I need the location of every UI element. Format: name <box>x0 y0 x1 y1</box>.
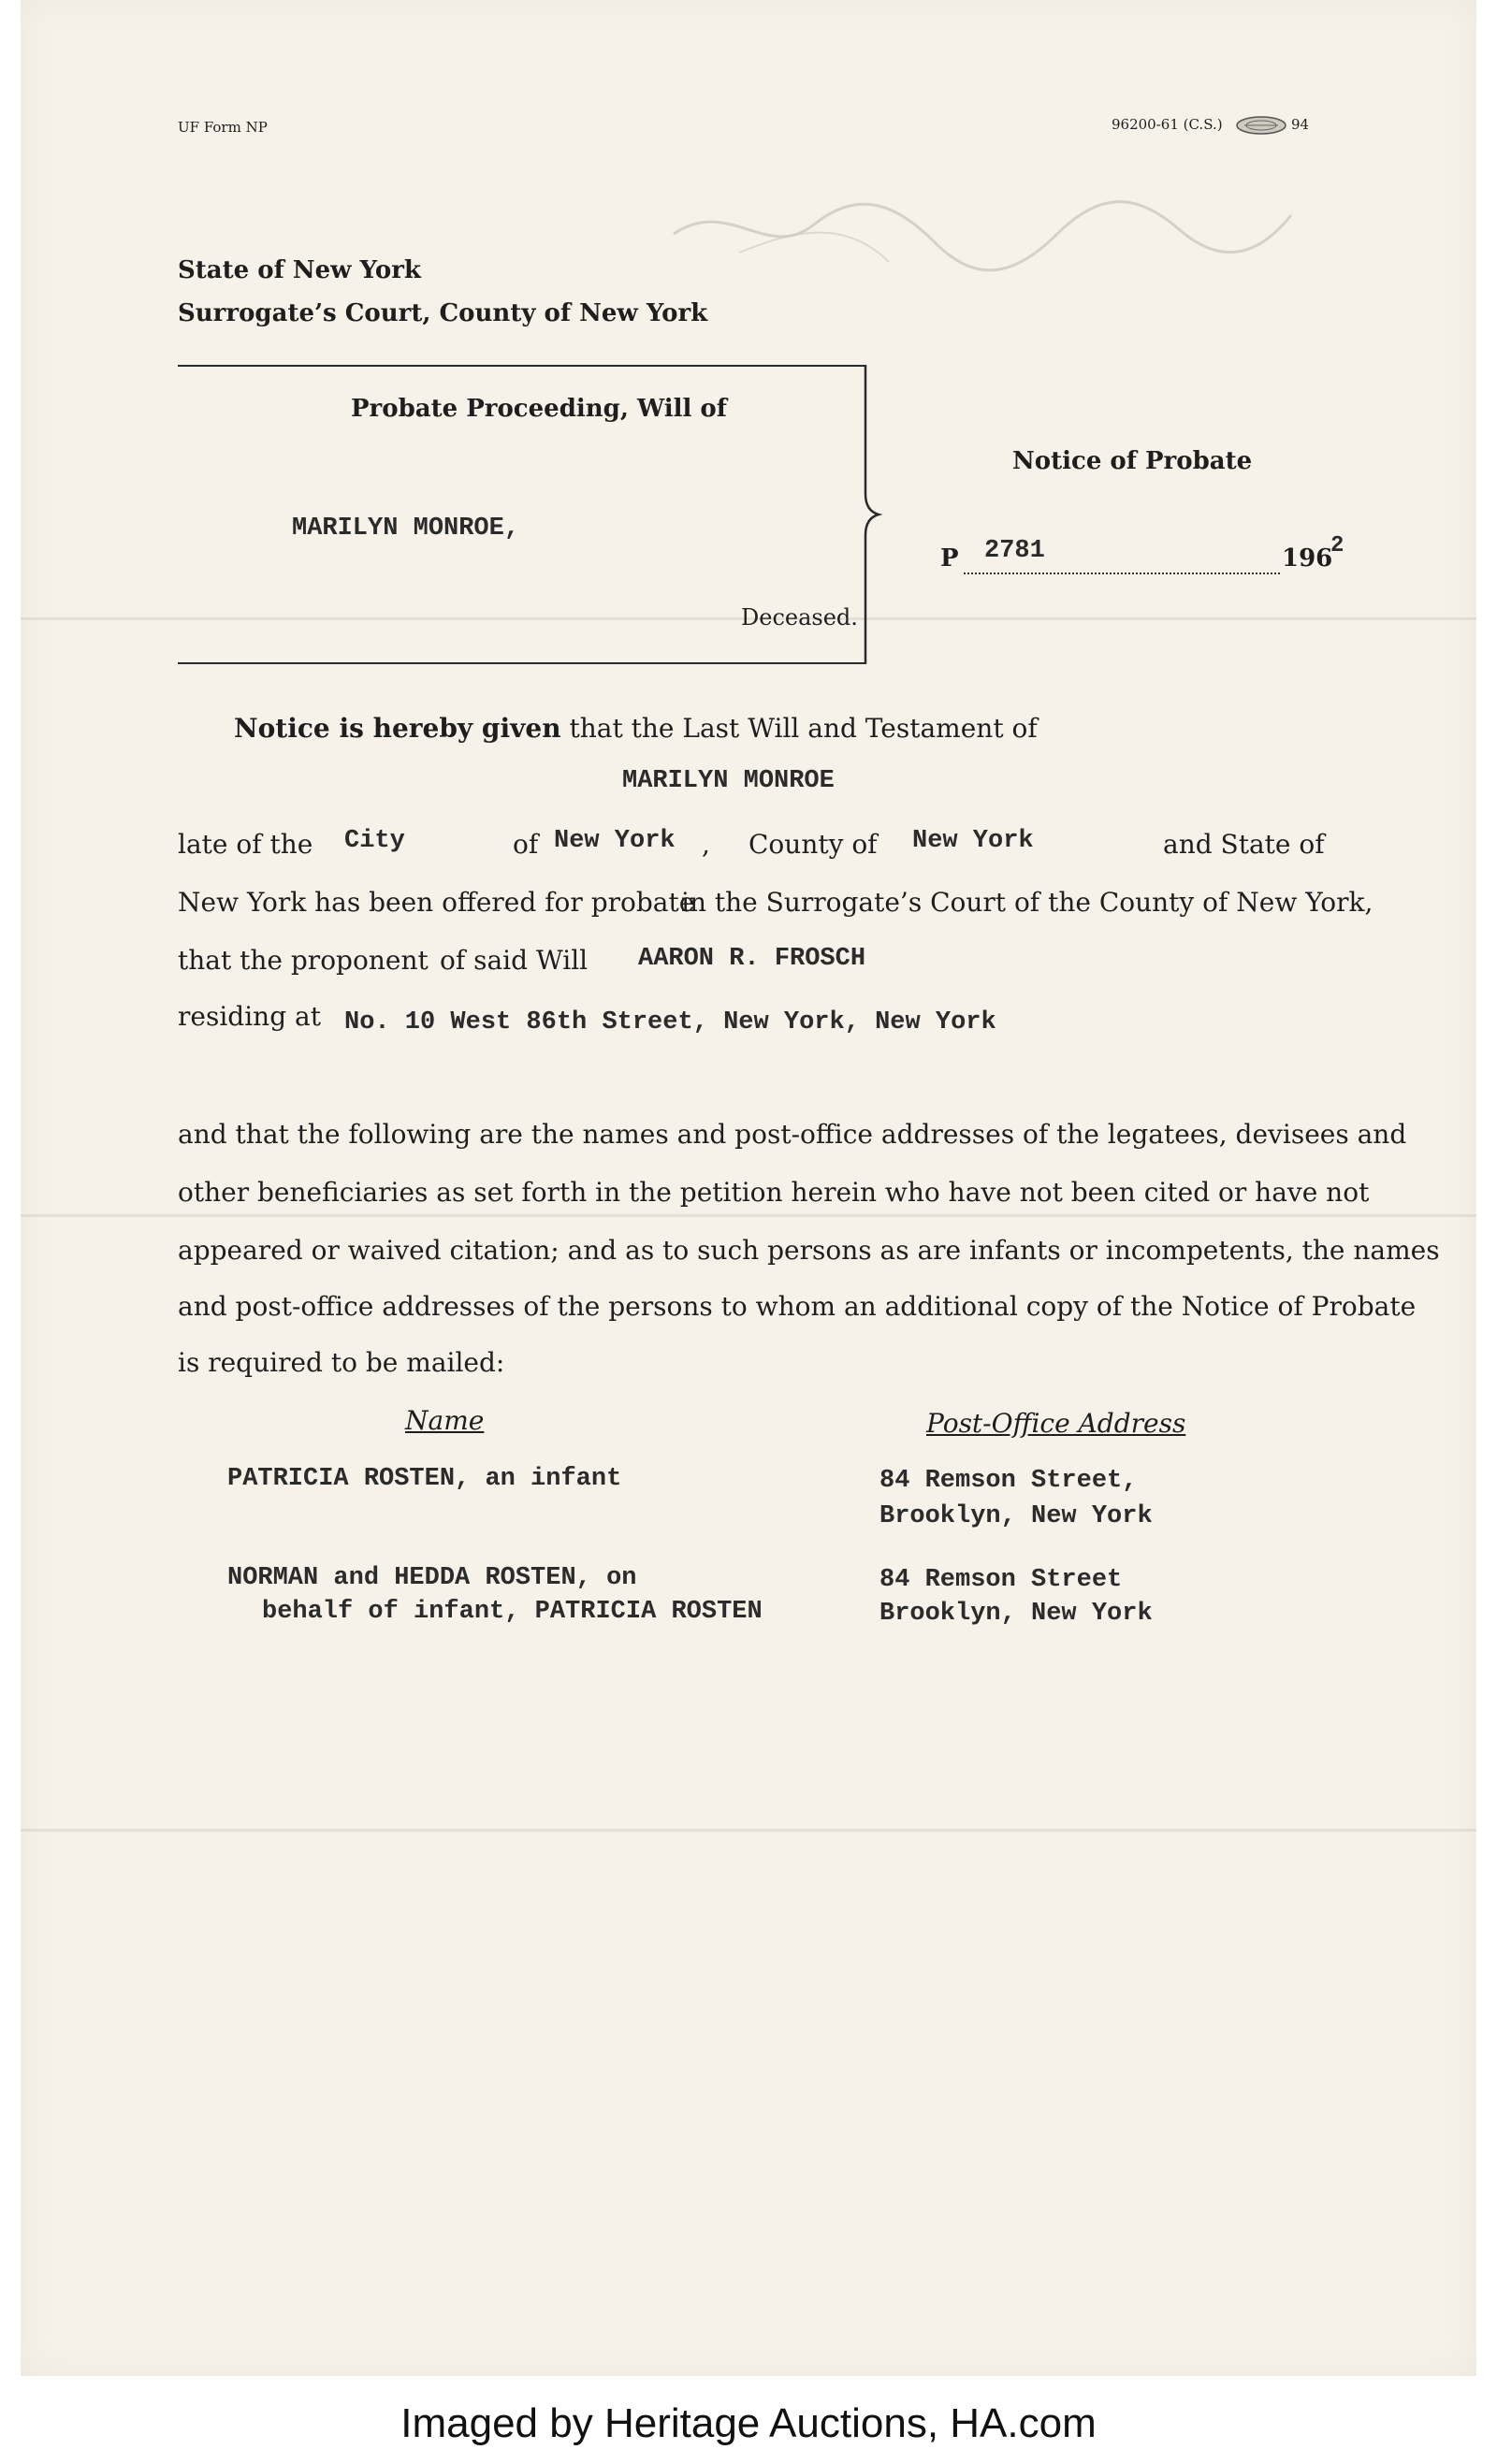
file-prefix: P <box>940 544 959 573</box>
caption-decedent: MARILYN MONROE, <box>292 515 520 543</box>
beneficiary-address: 84 Remson Street <box>879 1566 1123 1594</box>
notice-title: Notice of Probate <box>1012 447 1253 475</box>
beneficiary-name: NORMAN and HEDDA ROSTEN, on <box>227 1564 637 1592</box>
proceeding-label: Probate Proceeding, Will of <box>351 395 727 423</box>
form-number: 96200-61 (C.S.) <box>1112 116 1223 133</box>
proponent-label: that the proponent <box>178 945 429 976</box>
paragraph-line: appeared or waived citation; and as to such persons as are infants or incompetents, the names <box>178 1235 1440 1266</box>
residing-label: residing at <box>178 1001 321 1032</box>
court-heading: Surrogate’s Court, County of New York <box>178 299 708 327</box>
beneficiary-address: 84 Remson Street, <box>879 1467 1138 1495</box>
caption-bottom-rule <box>178 662 865 664</box>
deceased-label: Deceased. <box>741 604 858 630</box>
fold-line <box>21 1829 1476 1832</box>
offered-line-left: New York has been offered for probate <box>178 887 695 918</box>
of-said-will-label: of said Will <box>440 945 589 976</box>
paragraph-line: other beneficiaries as set forth in the petition herein who have not been cited or have not <box>178 1177 1370 1208</box>
year-prefix: 196 <box>1282 544 1333 573</box>
bleed-through-signature <box>655 178 1310 299</box>
residence: No. 10 West 86th Street, New York, New York <box>344 1008 996 1036</box>
state-heading: State of New York <box>178 256 421 284</box>
form-id: UF Form NP <box>178 119 268 136</box>
notice-decedent: MARILYN MONROE <box>622 767 835 795</box>
paragraph-line: and post-office addresses of the persons to whom an additional copy of the Notice of Probate <box>178 1291 1417 1322</box>
city-name: New York <box>554 827 676 855</box>
fold-line <box>21 1214 1476 1217</box>
county-label: County of <box>748 829 878 860</box>
offered-line-right: in the Surrogate’s Court of the County of New York, <box>681 887 1373 918</box>
form-number-suffix: 94 <box>1291 116 1310 133</box>
column-header-address: Post-Office Address <box>926 1408 1186 1439</box>
file-number-line <box>964 573 1280 574</box>
notice-lead-rest: that the Last Will and Testament of <box>569 713 1038 744</box>
of-label: of <box>513 829 539 860</box>
beneficiary-name: behalf of infant, PATRICIA ROSTEN <box>262 1598 763 1626</box>
paragraph-line: and that the following are the names and post-office addresses of the legatees, devisees and <box>178 1119 1407 1150</box>
year-digit: 2 <box>1330 533 1344 558</box>
beneficiary-address: Brooklyn, New York <box>879 1502 1153 1530</box>
caption-top-rule <box>178 365 865 367</box>
notice-lead-bold: Notice is hereby given <box>234 713 561 744</box>
file-number: 2781 <box>984 537 1045 565</box>
image-credit: Imaged by Heritage Auctions, HA.com <box>400 2400 1097 2446</box>
proponent-name: AARON R. FROSCH <box>638 945 866 973</box>
union-label-icon <box>1235 114 1287 137</box>
city-type: City <box>344 827 405 855</box>
state-of-label: and State of <box>1163 829 1325 860</box>
column-header-name: Name <box>405 1405 485 1436</box>
county-name: New York <box>912 827 1034 855</box>
comma: , <box>702 829 710 860</box>
notice-lead <box>234 713 1038 744</box>
paragraph-line: is required to be mailed: <box>178 1347 505 1378</box>
beneficiary-name: PATRICIA ROSTEN, an infant <box>227 1465 622 1493</box>
beneficiary-address: Brooklyn, New York <box>879 1600 1153 1628</box>
late-of-label: late of the <box>178 829 313 860</box>
